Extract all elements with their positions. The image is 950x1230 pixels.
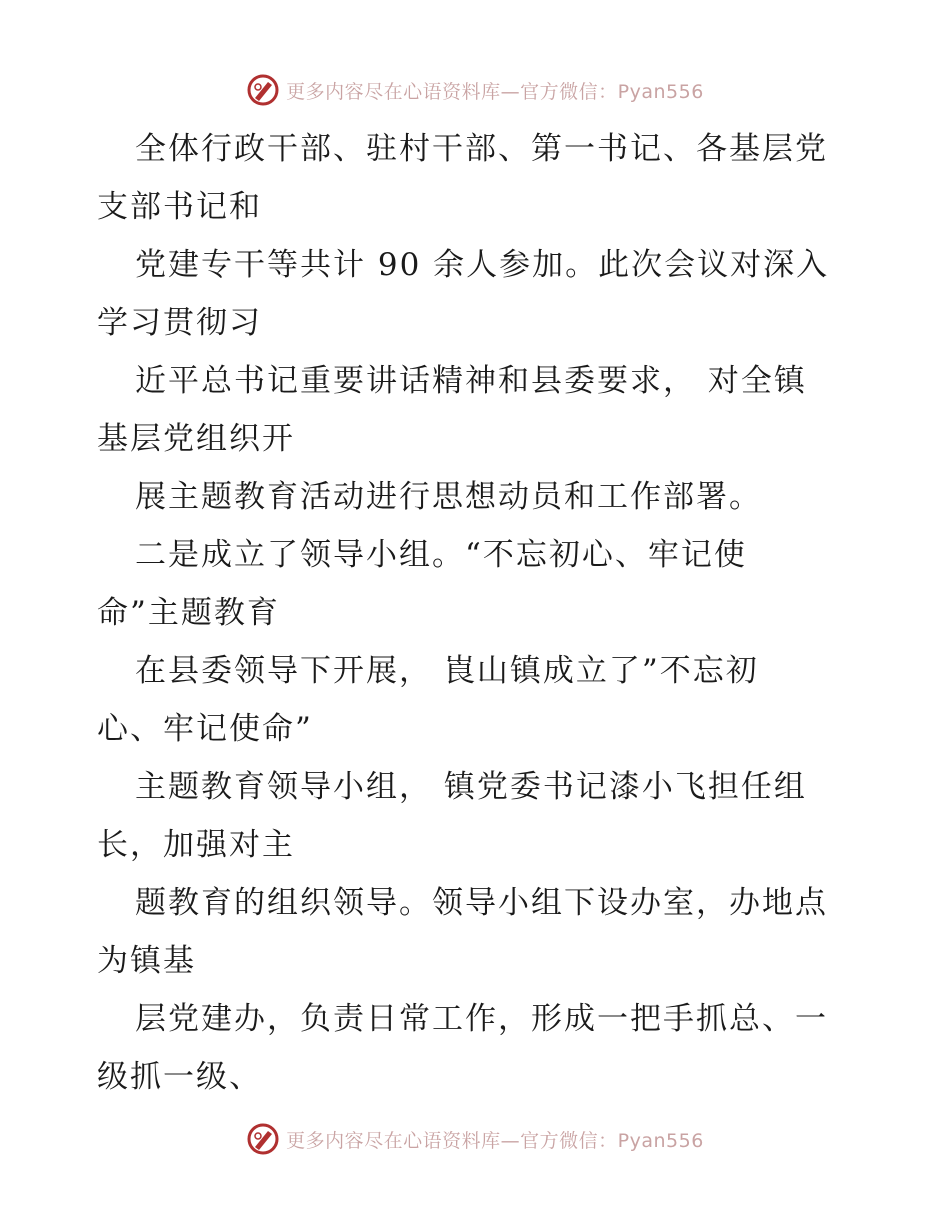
header-watermark [0, 70, 950, 110]
pen-seal-icon [246, 1122, 280, 1156]
text-line: 长，加强对主 [97, 827, 295, 863]
text-line: 支部书记和 [97, 189, 262, 225]
text-line: 展主题教育活动进行思想动员和工作部署。 [135, 479, 762, 515]
footer-watermark-text: 更多内容尽在心语资料库—官方微信：Pyan556 [286, 1129, 704, 1152]
text-line: 基层党组织开 [97, 421, 295, 457]
text-line: 层党建办，负责日常工作，形成一把手抓总、一 [135, 1001, 828, 1037]
text-line: 党建专干等共计 90 余人参加。此次会议对深入 [135, 247, 830, 283]
text-line: 级抓一级、 [97, 1059, 262, 1095]
header-watermark-text: 更多内容尽在心语资料库—官方微信：Pyan556 [286, 80, 704, 103]
text-line: 心、牢记使命” [97, 711, 313, 747]
text-line: 全体行政干部、驻村干部、第一书记、各基层党 [135, 131, 828, 167]
text-line: 在县委领导下开展， 崀山镇成立了”不忘初 [135, 653, 759, 689]
text-line: 二是成立了领导小组。“不忘初心、牢记使 [135, 537, 747, 573]
text-line: 近平总书记重要讲话精神和县委要求， 对全镇 [135, 363, 807, 399]
text-line: 学习贯彻习 [97, 305, 262, 341]
text-line: 题教育的组织领导。领导小组下设办室，办地点 [135, 885, 828, 921]
text-line: 为镇基 [97, 943, 196, 979]
document-body [97, 120, 857, 1106]
pen-seal-icon [246, 73, 280, 107]
text-line: 主题教育领导小组， 镇党委书记漆小飞担任组 [135, 769, 807, 805]
footer-watermark [0, 1119, 950, 1159]
text-line: 命”主题教育 [97, 595, 280, 631]
